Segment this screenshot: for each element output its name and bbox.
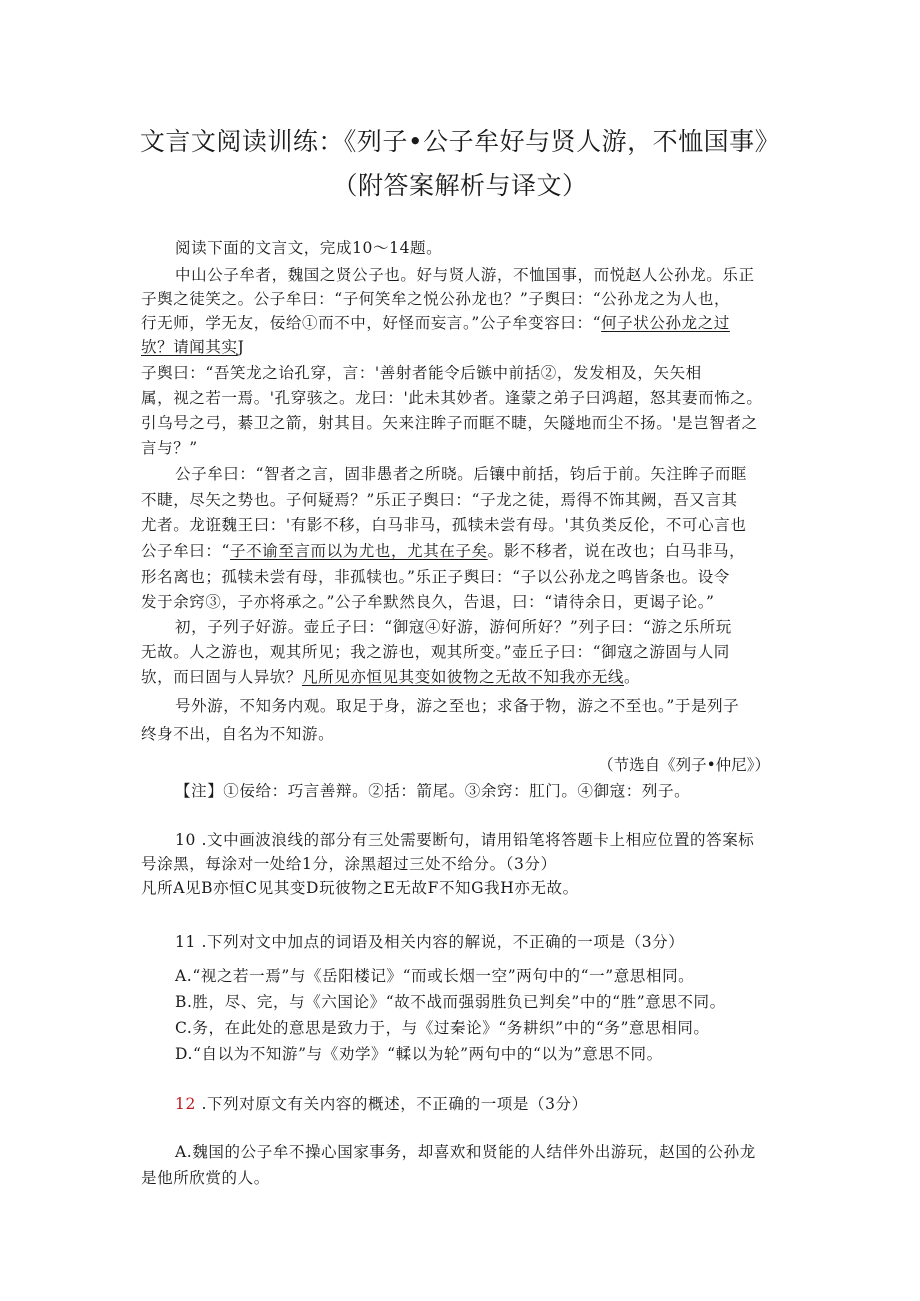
question-number: 10 (175, 831, 196, 849)
reading-instruction: 阅读下面的文言文，完成10～14题。 (175, 239, 443, 257)
passage-text: 欤，而曰固与人异欤？ (141, 668, 303, 686)
question-number: 12 (175, 1095, 196, 1113)
passage-line: 子舆曰：“吾笑龙之诒孔穿，言：'善射者能令后镞中前括②，发发相及，矢矢相 (141, 364, 702, 382)
passage-line (141, 539, 745, 561)
option-a: A.魏国的公子牟不操心国家事务，却喜欢和贤能的人结伴外出游玩，赵国的公孙龙 (175, 1143, 756, 1161)
passage-line: 属，视之若一焉。'孔穿骇之。龙曰：'此未其妙者。逢蒙之弟子曰鸿超，怒其妻而怖之。 (141, 389, 763, 407)
passage-line: 公子牟曰：“智者之言，固非愚者之所晓。后镶中前括，钧后于前。矢注眸子而眶 (175, 465, 748, 483)
passage-line: 形名离也；孤犊未尝有母，非孤犊也。”乐正子舆曰：“子以公孙龙之鸣皆条也。设令 (141, 568, 730, 586)
question-text: .下列对原文有关内容的概述，不正确的一项是（3分） (195, 1095, 588, 1113)
passage-line: 中山公子牟者，魏国之贤公子也。好与贤人游，不恤国事，而悦赵人公孙龙。乐正 (175, 266, 755, 284)
wavy-underlined-text: 凡所见亦恒见其变如彼物之无故不知我亦无线 (302, 668, 625, 686)
option-b: B.胜，尽、完，与《六国论》“故不战而强弱胜负已判矣”中的“胜”意思不同。 (175, 993, 726, 1011)
passage-text: 公子牟曰：“ (141, 542, 231, 560)
passage-line: 子舆之徒笑之。公子牟曰：“子何笑牟之悦公孙龙也？”子舆曰：“公孙龙之为人也， (141, 290, 731, 308)
option-a: A.“视之若一焉”与《岳阳楼记》“而或长烟一空”两句中的“一”意思相同。 (175, 967, 695, 985)
wavy-underlined-text: 何子状公孙龙之过 (601, 314, 730, 332)
option-d: D.“自以为不知游”与《劝学》“輮以为轮”两句中的“以为”意思不同。 (175, 1045, 663, 1063)
question-11-line (175, 930, 684, 952)
passage-line: 终身不出，自名为不知游。 (141, 725, 335, 743)
passage-line: 言与？” (141, 439, 198, 457)
question-text: 号涂黑，每涂对一处给1分，涂黑超过三处不给分。（3分） (141, 855, 557, 873)
wavy-underlined-text: 欤？请闻其实 (141, 338, 238, 356)
question-10-options: 凡所A见B亦恒C见其变D玩彼物之E无故F不知G我H亦无故。 (141, 879, 579, 897)
underlined-text: 子不谕至言而以为尤也，尤其在子矣 (230, 542, 488, 560)
passage-line: 初，子列子好游。壶丘子曰：“御寇④好游，游何所好？”列子曰：“游之乐所玩 (175, 618, 732, 636)
passage-line: 尤者。龙诳魏王曰：'有影不移，白马非马，孤犊未尝有母。'其负类反伦，不可心言也 (141, 516, 747, 534)
passage-line (141, 335, 244, 357)
passage-line: 引乌号之弓，綦卫之箭，射其目。矢来注眸子而眶不睫，矢隧地而尘不扬。'是岂智者之 (141, 414, 758, 432)
question-text: .文中画波浪线的部分有三处需要断句，请用铅笔将答题卡上相应位置的答案标 (195, 831, 755, 849)
option-a-continued: 是他所欣赏的人。 (141, 1169, 270, 1187)
passage-text: 。影不移者，说在改也；白马非马， (487, 542, 746, 560)
option-c: C.务，在此处的意思是致力于，与《过秦论》“务耕织”中的“务”意思相同。 (175, 1019, 710, 1037)
document-title: 文言文阅读训练：《列子•公子牟好与贤人游，不恤国事》 (139, 127, 781, 156)
document-subtitle: （附答案解析与译文） (332, 171, 588, 200)
annotation-note: 【注】①佞给：巧言善辩。②括：箭尾。③余窍：肛门。④御寇：列子。 (175, 782, 691, 800)
passage-line: 发于余窍③，子亦将承之。”公子牟默然良久，告退，曰：“请待余日，更谒子论。” (141, 593, 715, 611)
passage-text: 行无师，学无友，佞给①而不中，好怪而妄言。”公子牟变容曰：“ (141, 314, 602, 332)
passage-text: J (237, 338, 245, 356)
passage-text: 。 (624, 668, 641, 686)
passage-line (141, 311, 730, 333)
question-10-line (175, 828, 754, 850)
source-citation: （节选自《列子•仲尼》） (598, 756, 770, 774)
question-12-line (175, 1092, 588, 1114)
passage-line (141, 665, 640, 687)
question-number: 11 (175, 933, 196, 951)
passage-line: 不睫，尽矢之势也。子何疑焉？”乐正子舆曰：“子龙之徒，焉得不饰其阙，吾又言其 (141, 491, 738, 509)
question-text: .下列对文中加点的词语及相关内容的解说，不正确的一项是（3分） (195, 933, 685, 951)
passage-line: 无故。人之游也，观其所见；我之游也，观其所变。”壶丘子曰：“御寇之游固与人同 (141, 643, 730, 661)
passage-line: 号外游，不知务内观。取足于身，游之至也；求备于物，游之不至也。”于是列子 (175, 697, 740, 715)
